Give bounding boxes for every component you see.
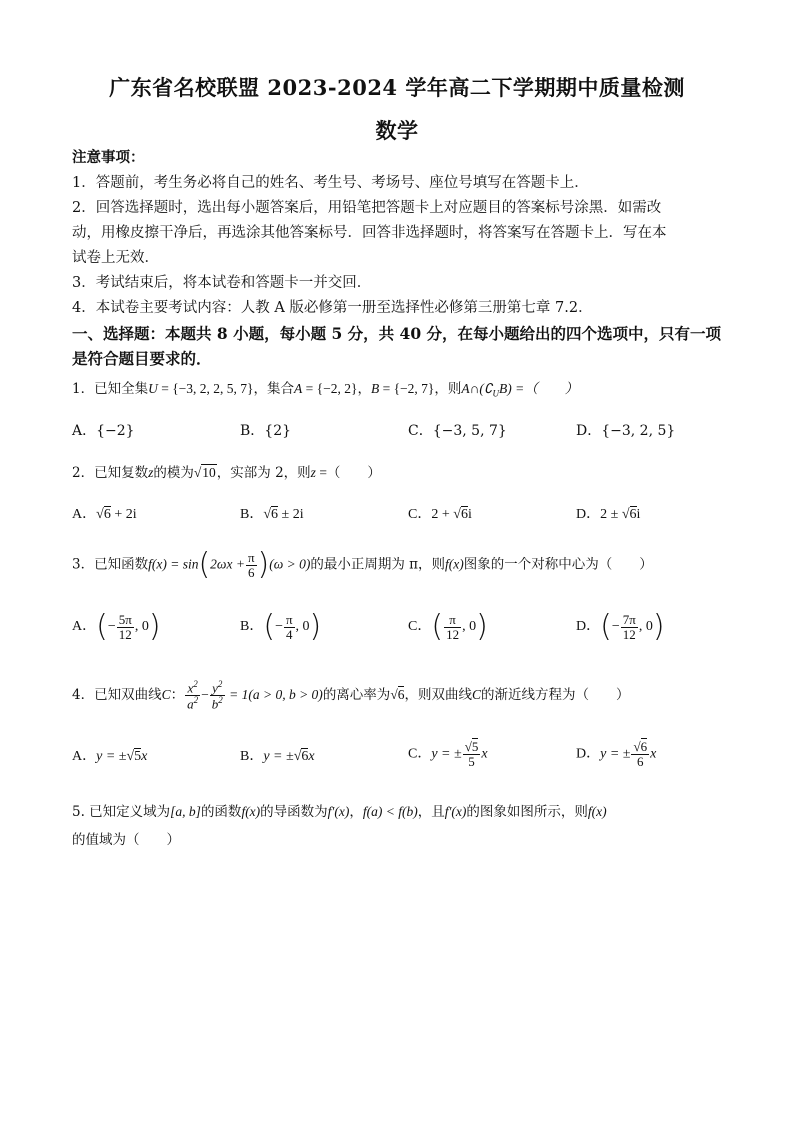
- q3-b-den: 4: [286, 626, 293, 642]
- q3-paren-close: ): [257, 547, 270, 582]
- q4-d-den: 6: [637, 753, 644, 769]
- q3-b-num: π: [285, 611, 293, 627]
- q3-a-frac: [117, 613, 134, 641]
- q1-option-a[interactable]: A．{−2}: [72, 423, 135, 439]
- q3-a-den: 12: [118, 626, 132, 642]
- q3-option-b[interactable]: [240, 609, 322, 644]
- q4-C2: C: [471, 686, 481, 702]
- q3-text-c: 图象的一个对称中心为（ ）: [463, 556, 653, 573]
- q1-set-U: = {−3, 2, 2, 5, 7}: [157, 381, 254, 396]
- q5-fx: f(x): [241, 804, 261, 819]
- q3-c-paren-close: ): [476, 609, 488, 644]
- q3-c-tail: , 0: [462, 619, 477, 635]
- q3-a-paren-close: ): [148, 609, 161, 644]
- q4-d-pre: y = ±: [600, 746, 631, 762]
- q4-x: x: [187, 680, 194, 696]
- q3-c-label: C．: [408, 619, 432, 635]
- q1-expr: A∩(∁: [461, 381, 493, 396]
- q1-option-b[interactable]: B．{2}: [240, 423, 292, 439]
- q4-a: a: [187, 696, 194, 712]
- q4-a-tail: x: [141, 749, 148, 764]
- q2-text-d: =（ ）: [315, 465, 381, 480]
- q4-b-rad: 6: [301, 749, 309, 764]
- q4-a-rad: 5: [134, 749, 142, 764]
- q4-c-num: 5: [471, 739, 479, 754]
- q3-text-a: 3．已知函数: [72, 556, 149, 573]
- q3-frac-num: π: [247, 549, 255, 565]
- q5-fpx2: f′(x): [444, 804, 467, 819]
- q3-frac-den: 6: [247, 564, 255, 580]
- q3-b-frac: [284, 613, 295, 641]
- q2-text-c: ，实部为 2，则: [216, 465, 311, 481]
- q1-text-c: ，: [357, 381, 371, 397]
- q2-option-b[interactable]: B．√6 ± 2i: [240, 507, 304, 522]
- q3-frac: [246, 551, 257, 579]
- q3-fx2: f(x): [445, 556, 464, 572]
- q2-radicand: 10: [202, 465, 216, 480]
- q4-option-c[interactable]: [408, 740, 488, 768]
- q1-option-c[interactable]: C．{−3, 5, 7}: [408, 423, 507, 439]
- q5-fx2: f(x): [587, 804, 607, 819]
- q2-d-pre: 2 ±: [600, 507, 622, 522]
- q2-b-tail: ± 2i: [278, 507, 304, 522]
- q4-text-c: ，则双曲线: [404, 686, 472, 703]
- q4-C: C: [161, 686, 171, 702]
- q1-set-B: = {−2, 7}: [379, 381, 435, 396]
- q3-c-paren-open: (: [431, 609, 444, 644]
- q4-d-frac: $\frac{√6}{6}$: [633, 739, 648, 769]
- q5-text-a: 5. 已知定义域为: [72, 804, 171, 820]
- q3-d-paren-open: (: [600, 609, 612, 644]
- q2-sqrt: √10: [193, 465, 216, 480]
- q4-d-label: D．: [576, 746, 601, 762]
- q3-fx: f(x) = sin: [148, 556, 199, 572]
- q3-b-tail: , 0: [295, 619, 310, 635]
- notes-heading: 注意事项：: [72, 149, 145, 166]
- q3-d-den: 12: [622, 626, 636, 642]
- q1-text-d: ，则: [434, 381, 462, 397]
- q2-c-tail: i: [467, 507, 472, 522]
- q4-b-tail: x: [308, 749, 315, 764]
- note-line-6: 4．本试卷主要考试内容：人教 A 版必修第一册至选择性必修第三册第七章 7.2．: [72, 300, 593, 316]
- note-line-4: 试卷上无效．: [72, 250, 159, 266]
- q3-a-num: 5π: [118, 611, 132, 627]
- q3-b-label: B．: [240, 619, 264, 635]
- q1-expr-end: B) =（ ）: [499, 381, 579, 396]
- q4-b-pre: y = ±: [263, 749, 294, 764]
- question-5-stem-line-1: [72, 805, 607, 820]
- q4-c-den: 5: [468, 753, 475, 769]
- q3-c-frac: [444, 613, 461, 641]
- q4-c-tail: x: [481, 746, 488, 762]
- q2-z: z: [148, 465, 154, 480]
- q3-cond: (ω > 0): [269, 556, 311, 572]
- q3-a-tail: , 0: [134, 619, 149, 635]
- q2-option-a[interactable]: A．√6 + 2i: [72, 507, 137, 522]
- q5-interval: [a, b]: [170, 804, 201, 819]
- q4-c-pre: y = ±: [431, 746, 462, 762]
- q3-c-den: 12: [446, 626, 460, 642]
- q2-c-label: C．: [408, 507, 432, 522]
- q4-frac-y: $\frac{y^2}{b^2}$: [211, 679, 223, 712]
- question-4-stem: 4．已知双曲线C： $\frac{x^2}{a^2}$ − $\frac{y^2}{b^2}$ = 1(a > 0, b > 0)的离心率为√6，则双曲线C的渐近线方程为（ ）: [72, 679, 630, 712]
- q4-c-label: C．: [408, 746, 432, 762]
- q4-option-d[interactable]: [576, 740, 656, 768]
- question-2-stem: [72, 466, 381, 481]
- q3-d-tail: , 0: [638, 619, 653, 635]
- q4-option-a[interactable]: A．y = ±√5x: [72, 749, 148, 764]
- q4-text-d: 的渐近线方程为（ ）: [481, 686, 630, 703]
- q3-paren-open: (: [198, 547, 211, 582]
- note-line-1: 1．答题前，考生务必将自己的姓名、考生号、考场号、座位号填写在答题卡上．: [72, 175, 589, 191]
- q4-a-pre: y = ±: [96, 749, 127, 764]
- q4-b-label: B．: [240, 749, 264, 764]
- q1-option-d[interactable]: D．{−3, 2, 5}: [576, 423, 676, 439]
- q5-fpx: f′(x): [327, 804, 350, 819]
- q5-text-b: 的函数: [200, 804, 242, 820]
- q3-option-a[interactable]: [72, 609, 161, 644]
- q1-set-A: = {−2, 2}: [302, 381, 358, 396]
- q3-a-paren-open: (: [96, 609, 108, 644]
- question-5-stem-line-2: 的值域为（ ）: [72, 832, 180, 848]
- q3-b-sign: −: [275, 619, 283, 635]
- q1-U: U: [148, 381, 158, 396]
- q4-a-label: A．: [72, 749, 97, 764]
- q3-d-paren-close: ): [652, 609, 665, 644]
- q1-text-a: 1．已知全集: [72, 381, 149, 397]
- q3-option-c[interactable]: [408, 609, 488, 644]
- q3-a-sign: −: [107, 619, 116, 635]
- q5-text-f: 的图象如图所示，则: [466, 804, 588, 820]
- q5-text-c: 的导函数为: [260, 804, 328, 820]
- q4-d-num: 6: [640, 739, 648, 754]
- q4-text-b: 的离心率为: [322, 686, 391, 703]
- q2-c-rad: 6: [460, 507, 468, 522]
- q3-d-sign: −: [611, 619, 620, 635]
- q2-d-label: D．: [576, 507, 601, 522]
- q3-d-frac: [621, 613, 638, 641]
- q5-ineq: f(a) < f(b): [362, 804, 418, 819]
- q3-d-label: D．: [576, 619, 601, 635]
- subject-title: 数学: [375, 118, 419, 143]
- q2-a-label: A．: [72, 507, 97, 522]
- section-heading-line-1: 一、选择题：本题共 8 小题，每小题 5 分，共 40 分，在每小题给出的四个选项中，只有一项: [72, 324, 722, 343]
- q2-b-rad: 6: [271, 507, 279, 522]
- exam-title: 广东省名校联盟 2023-2024 学年高二下学期期中质量检测: [109, 75, 685, 100]
- q1-B: B: [370, 381, 380, 396]
- q3-inner: 2ωx +: [210, 556, 245, 572]
- q4-y: y: [212, 680, 218, 696]
- q3-c-num: π: [444, 613, 461, 628]
- q4-colon: ：: [170, 686, 185, 703]
- q3-text-b: 的最小正周期为 π，则: [310, 556, 446, 573]
- q4-b: b: [211, 696, 219, 712]
- q2-a-tail: + 2i: [110, 507, 137, 522]
- note-line-2: 2．回答选择题时，选出每小题答案后，用铅笔把答题卡上对应题目的答案标号涂黑．如需改: [72, 200, 662, 216]
- q2-text-b: 的模为: [153, 465, 194, 481]
- q1-text-b: ，集合: [253, 381, 295, 397]
- q2-d-rad: 6: [629, 507, 637, 522]
- q4-d-tail: x: [650, 746, 657, 762]
- section-heading-line-2: 是符合题目要求的．: [72, 349, 212, 368]
- q1-sub-U: U: [492, 388, 499, 399]
- q3-d-num: 7π: [622, 611, 636, 627]
- q3-b-paren-open: (: [263, 609, 276, 644]
- q3-a-label: A．: [72, 619, 97, 635]
- q2-z2: z: [310, 465, 316, 480]
- question-1-stem: [72, 382, 578, 399]
- note-line-5: 3．考试结束后，将本试卷和答题卡一并交回．: [72, 275, 372, 291]
- q4-option-b[interactable]: B．y = ±√6x: [240, 749, 315, 764]
- q5-text-d: ，: [349, 804, 363, 820]
- q4-eq: = 1(a > 0, b > 0): [225, 686, 323, 702]
- q4-frac-x: $\frac{x^2}{a^2}$: [187, 679, 199, 712]
- q5-text-e: ，且: [417, 804, 445, 820]
- q2-c-pre: 2 +: [431, 507, 454, 522]
- q2-option-d[interactable]: D．2 ± √6i: [576, 507, 641, 522]
- question-3-stem: [72, 547, 653, 582]
- q4-c-frac: $\frac{√5}{5}$: [464, 739, 479, 769]
- q3-b-paren-close: ): [309, 609, 322, 644]
- q2-d-tail: i: [636, 507, 641, 522]
- q3-option-d[interactable]: [576, 609, 665, 644]
- note-line-3: 动，用橡皮擦干净后，再选涂其他答案标号．回答非选择题时，将答案写在答题卡上．写在本: [72, 225, 667, 241]
- q2-option-c[interactable]: C．2 + √6i: [408, 507, 472, 522]
- q4-rad: 6: [397, 686, 405, 702]
- q2-text-a: 2．已知复数: [72, 465, 149, 481]
- q2-a-rad: 6: [103, 507, 111, 522]
- q2-b-label: B．: [240, 507, 264, 522]
- q1-A: A: [294, 381, 303, 396]
- q4-text-a: 4．已知双曲线: [72, 686, 162, 703]
